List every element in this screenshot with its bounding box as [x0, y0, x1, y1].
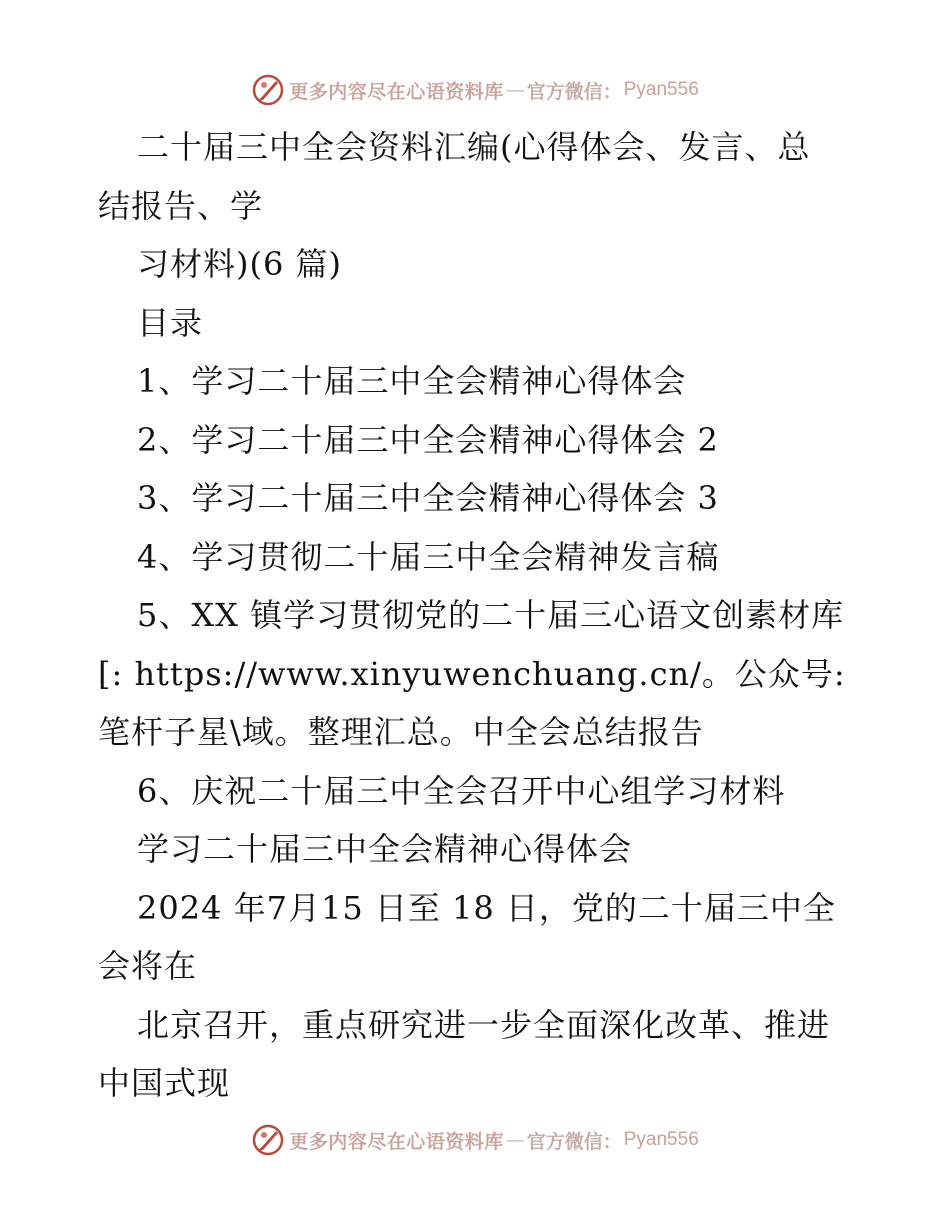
watermark-separator: — — [505, 1129, 525, 1151]
doc-line: 二十届三中全会资料汇编(心得体会、发言、总 — [137, 128, 811, 166]
toc-heading: 目录 — [137, 303, 204, 342]
document-body — [98, 118, 868, 1113]
toc-item: 1、学习二十届三中全会精神心得体会 — [137, 362, 687, 400]
toc-item: 5、XX 镇学习贯彻党的二十届三心语文创素材库 — [137, 596, 845, 634]
watermark-separator: — — [505, 79, 525, 101]
toc-item: 2、学习二十届三中全会精神心得体会 2 — [137, 420, 719, 459]
section-title: 学习二十届三中全会精神心得体会 — [137, 830, 633, 868]
watermark-wechat-id: Pyan556 — [623, 79, 699, 100]
watermark-wechat-id: Pyan556 — [623, 1129, 699, 1150]
paragraph-line: 会将在 — [98, 947, 198, 985]
quill-pen-circle-icon — [251, 73, 285, 107]
toc-item: 4、学习贯彻二十届三中全会精神发言稿 — [137, 537, 720, 576]
doc-line: 习材料)(6 篇) — [137, 245, 342, 283]
footer-watermark — [0, 1120, 950, 1160]
quill-pen-circle-icon — [251, 1123, 285, 1157]
paragraph-line: 中国式现 — [98, 1064, 231, 1102]
doc-line: 结报告、学 — [98, 186, 264, 225]
paragraph-line: 北京召开，重点研究进一步全面深化改革、推进 — [137, 1005, 831, 1044]
doc-line: 笔杆子星\域。整理汇总。中全会总结报告 — [98, 713, 704, 751]
watermark-site-text: 更多内容尽在心语资料库 — [289, 1130, 504, 1153]
watermark-wechat-label: 官方微信： — [526, 80, 622, 103]
doc-line: [: https://www.xinyuwenchuang.cn/。公众号: — [98, 654, 846, 693]
paragraph-line: 2024 年7月15 日至 18 日，党的二十届三中全 — [137, 888, 836, 927]
toc-item: 3、学习二十届三中全会精神心得体会 3 — [137, 479, 719, 517]
watermark-wechat-label: 官方微信： — [526, 1130, 622, 1153]
watermark-site-text: 更多内容尽在心语资料库 — [289, 80, 504, 103]
toc-item: 6、庆祝二十届三中全会召开中心组学习材料 — [137, 771, 786, 810]
header-watermark — [0, 70, 950, 110]
